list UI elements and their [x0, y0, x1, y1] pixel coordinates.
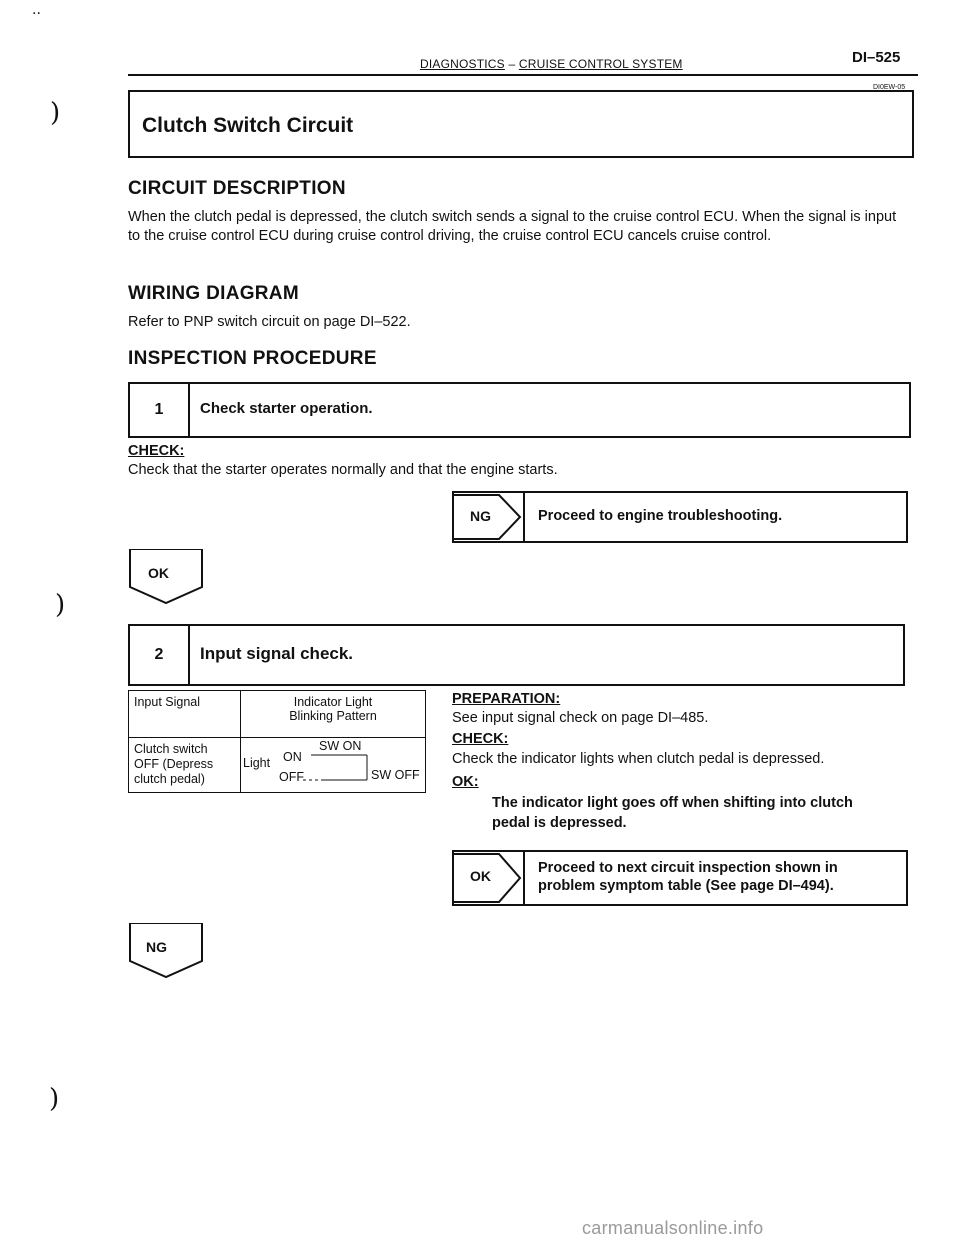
circuit-description-text: When the clutch pedal is depressed, the clutch switch sends a signal to the cruise control ECU. When the signal is input to the cruise control ECU during cruise control driving, the cruise control ECU cancels cruise control.: [128, 209, 897, 244]
step-1-label: Check starter operation.: [200, 400, 373, 417]
binding-mark: ): [50, 98, 61, 128]
blinking-pattern-cell: [241, 738, 426, 793]
step-1-ng-tag: NG: [470, 508, 491, 524]
binding-mark: ): [55, 590, 66, 620]
step-1-check-text: Check that the starter operates normally and that the engine starts.: [128, 462, 558, 478]
step-1-ok-tag: OK: [148, 565, 169, 581]
step-2-ok-tag: OK: [470, 868, 491, 884]
header-rule: [128, 74, 918, 76]
step-1-check-label: CHECK:: [128, 443, 185, 459]
step-2-box: [128, 624, 905, 686]
off-label: OFF: [279, 770, 304, 784]
clutch-cell-line3: clutch pedal): [134, 772, 205, 786]
table-header-input-signal: [129, 691, 241, 738]
circuit-description-heading: CIRCUIT DESCRIPTION: [128, 178, 346, 199]
input-signal-table: [128, 690, 426, 793]
doc-code: DI0EW-05: [873, 84, 906, 91]
corner-mark: ..: [32, 2, 41, 18]
wiring-diagram-heading: WIRING DIAGRAM: [128, 283, 299, 304]
step-2-check-label: CHECK:: [452, 731, 509, 747]
running-header: [420, 57, 683, 71]
header-subsection: CRUISE CONTROL SYSTEM: [518, 57, 683, 71]
step-2-ok-action: [538, 859, 838, 895]
step-1-number: 1: [130, 384, 190, 436]
page-title: Clutch Switch Circuit: [142, 114, 354, 137]
preparation-label: PREPARATION:: [452, 691, 561, 707]
watermark: carmanualsonline.info: [582, 1218, 764, 1238]
step-1-ng-result: [452, 491, 908, 543]
on-label: ON: [283, 750, 302, 764]
step-2-ok-text-1: The indicator light goes off when shifting into clutch: [492, 795, 853, 811]
wiring-diagram-text: Refer to PNP switch circuit on page DI–522.: [128, 314, 411, 330]
blinking-header-line2: Blinking Pattern: [289, 709, 377, 723]
sw-off-label: SW OFF: [371, 768, 420, 782]
step-2-ok-label: OK:: [452, 774, 479, 790]
preparation-text: See input signal check on page DI–485.: [452, 710, 709, 726]
clutch-cell-line1: Clutch switch: [134, 742, 208, 756]
step-2-label: Input signal check.: [200, 644, 354, 663]
light-label: Light: [243, 756, 271, 770]
table-row: [129, 738, 426, 793]
page-number: DI–525: [852, 49, 901, 66]
blinking-header-line1: Indicator Light: [293, 695, 373, 709]
step-2-ok-result: [452, 850, 908, 906]
step-2-ok-action-line1: Proceed to next circuit inspection shown in: [538, 860, 838, 876]
table-header-blinking-pattern: [241, 691, 426, 738]
step-2-ng-tag: NG: [146, 939, 167, 955]
step-1-ng-action: Proceed to engine troubleshooting.: [538, 508, 783, 524]
blink-waveform: [241, 738, 425, 790]
input-signal-header-text: Input Signal: [134, 695, 201, 709]
step-2-check-text: Check the indicator lights when clutch pedal is depressed.: [452, 751, 825, 767]
sw-on-label: SW ON: [319, 739, 362, 753]
header-separator: –: [508, 57, 516, 71]
clutch-switch-cell: [129, 738, 241, 793]
step-2-number: 2: [130, 626, 190, 684]
step-2-ok-action-line2: problem symptom table (See page DI–494).: [538, 878, 834, 894]
table-header-row: [129, 691, 426, 738]
inspection-heading: INSPECTION PROCEDURE: [128, 348, 377, 369]
title-box: [128, 90, 914, 158]
header-section: DIAGNOSTICS: [420, 57, 505, 71]
clutch-cell-line2: OFF (Depress: [134, 757, 214, 771]
step-1-box: [128, 382, 911, 438]
binding-mark: ): [49, 1084, 60, 1114]
step-2-ok-text-2: pedal is depressed.: [492, 815, 627, 831]
